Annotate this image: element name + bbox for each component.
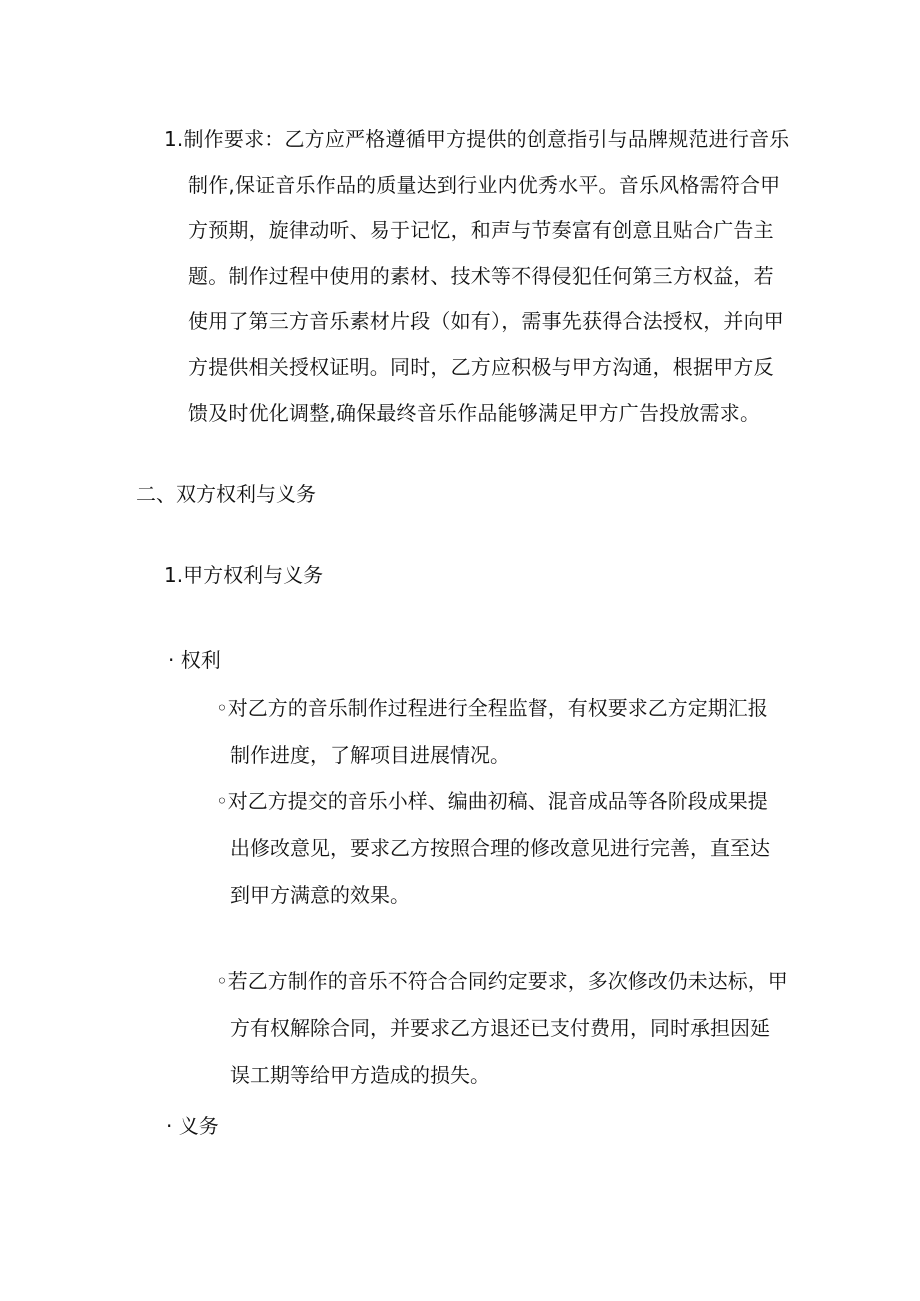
rights-label: · 权利 xyxy=(168,648,221,672)
production-requirements-paragraph xyxy=(164,117,788,436)
paragraph-first-line: 1.制作要求：乙方应严格遵循甲方提供的创意指引与品牌规范进行音乐 xyxy=(164,127,790,151)
section-heading: 二、双方权利与义务 xyxy=(136,482,316,506)
list-item-body: 方有权解除合同，并要求乙方退还已支付费用，同时承担因延误工期等给甲方造成的损失。 xyxy=(230,1016,770,1087)
rights-list-item xyxy=(216,685,786,779)
list-item-first-line: ◦若乙方制作的音乐不符合合同约定要求，多次修改仍未达标，甲 xyxy=(216,969,788,993)
list-item-body: 制作进度，了解项目进展情况。 xyxy=(230,743,510,767)
sub-heading: 1.甲方权利与义务 xyxy=(164,563,324,587)
duties-label: · 义务 xyxy=(166,1114,219,1138)
rights-list-item xyxy=(216,778,786,919)
paragraph-body: 制作,保证音乐作品的质量达到行业内优秀水平。音乐风格需符合甲方预期，旋律动听、易于记忆，和声与节奏富有创意且贴合广告主题。制作过程中使用的素材、技术等不得侵犯任何第三方权益，若使用了第三方音乐素材片段（如有），需事先获得合法授权，并向甲方提供相关授权证明。同时，乙方应积极与甲方沟通，根据甲方反馈及时优化调整,确保最终音乐作品能够满足甲方广告投放需求。 xyxy=(188,172,784,425)
list-item-first-line: ◦对乙方的音乐制作过程进行全程监督，有权要求乙方定期汇报 xyxy=(216,696,768,720)
list-item-first-line: ◦对乙方提交的音乐小样、编曲初稿、混音成品等各阶段成果提 xyxy=(216,789,768,813)
rights-list-item xyxy=(216,958,786,1099)
list-item-body: 出修改意见，要求乙方按照合理的修改意见进行完善，直至达到甲方满意的效果。 xyxy=(230,836,770,907)
